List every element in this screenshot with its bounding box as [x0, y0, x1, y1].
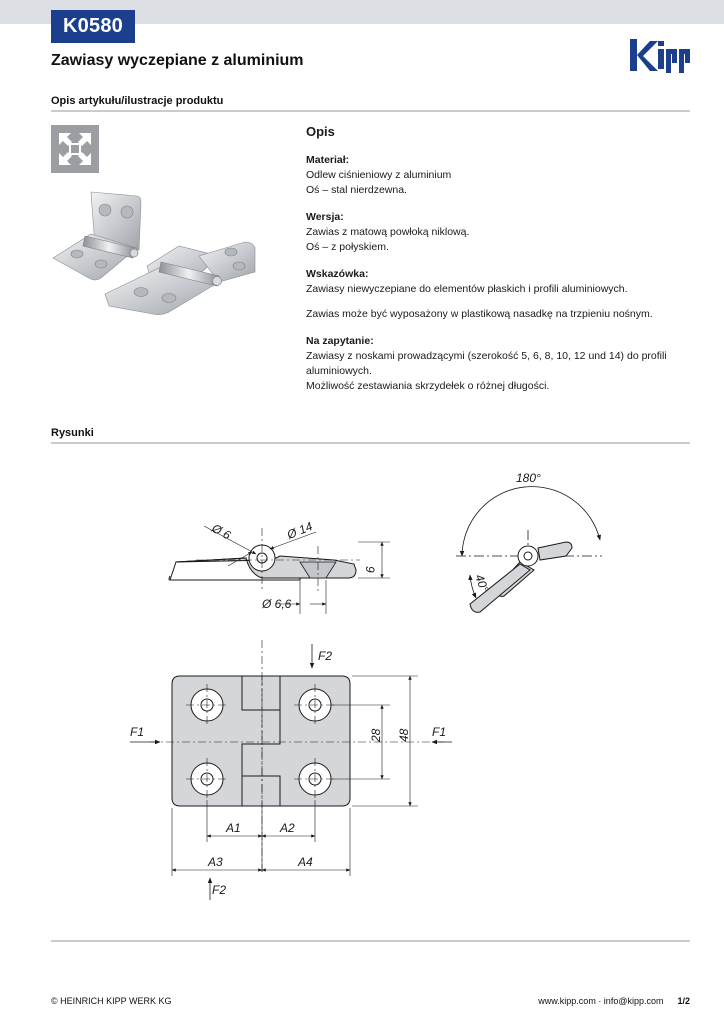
section-heading-drawings: Rysunki [51, 427, 94, 439]
footer-contact-text: www.kipp.com · info@kipp.com [538, 996, 664, 1006]
note-block [306, 267, 696, 297]
product-photo [49, 186, 261, 326]
material-line: Oś – stal nierdzewna. [306, 184, 407, 196]
dim-28: 28 [369, 728, 383, 742]
footer-contact [538, 996, 690, 1006]
kipp-logo [628, 37, 692, 75]
version-line: Zawias z matową powłoką niklową. [306, 226, 470, 238]
request-line: Zawiasy z noskami prowadzącymi (szerokość 5, 6, 8, 10, 12 und 14) do profili aluminiowych. [306, 350, 667, 377]
version-label: Wersja: [306, 211, 344, 223]
request-block [306, 334, 696, 394]
material-label: Materiał: [306, 154, 350, 166]
dim-dia66: Ø 6,6 [262, 597, 292, 611]
page-title: Zawiasy wyczepiane z aluminium [51, 52, 304, 69]
force-f1-right: F1 [432, 725, 447, 739]
description-heading: Opis [306, 124, 335, 139]
version-block [306, 210, 696, 255]
section-heading-description: Opis artykułu/ilustracje produktu [51, 95, 224, 107]
request-line: Możliwość zestawiania skrzydełek o różnej długości. [306, 380, 550, 392]
dim-a1: A1 [226, 821, 241, 835]
force-f2-bottom: F2 [212, 883, 227, 897]
material-block [306, 153, 696, 198]
dim-48: 48 [397, 728, 411, 742]
note-line: Zawiasy niewyczepiane do elementów płaskich i profili aluminiowych. [306, 283, 628, 295]
dim-a4: A4 [298, 855, 313, 869]
page-number: 1/2 [677, 996, 690, 1006]
rotation-view [456, 487, 602, 613]
dim-angle-180: 180° [516, 471, 541, 485]
description-panel [306, 124, 696, 406]
dim-a3: A3 [208, 855, 223, 869]
technical-drawing [0, 450, 724, 930]
footer-copyright: © HEINRICH KIPP WERK KG [51, 996, 172, 1006]
dim-height: 9 [363, 566, 377, 573]
front-view [130, 640, 452, 900]
material-line: Odlew ciśnieniowy z aluminium [306, 169, 452, 181]
expand-icon [51, 125, 99, 173]
article-code-badge: K0580 [51, 10, 135, 43]
note-label: Wskazówka: [306, 268, 369, 280]
request-label: Na zapytanie: [306, 335, 374, 347]
version-line: Oś – z połyskiem. [306, 241, 389, 253]
dim-a2: A2 [280, 821, 295, 835]
force-f2-top: F2 [318, 649, 333, 663]
dim-angle-40: 40° [472, 572, 492, 595]
note-line: Zawias może być wyposażony w plastikową nasadkę na trzpieniu nośnym. [306, 308, 653, 320]
section-divider [51, 110, 690, 112]
force-f1-left: F1 [130, 725, 145, 739]
footer-divider [51, 940, 690, 942]
dim-dia14: Ø 14 [285, 519, 315, 542]
dim-dia6: Ø 6 [209, 521, 234, 543]
note-block-2 [306, 307, 696, 322]
section-divider [51, 442, 690, 444]
